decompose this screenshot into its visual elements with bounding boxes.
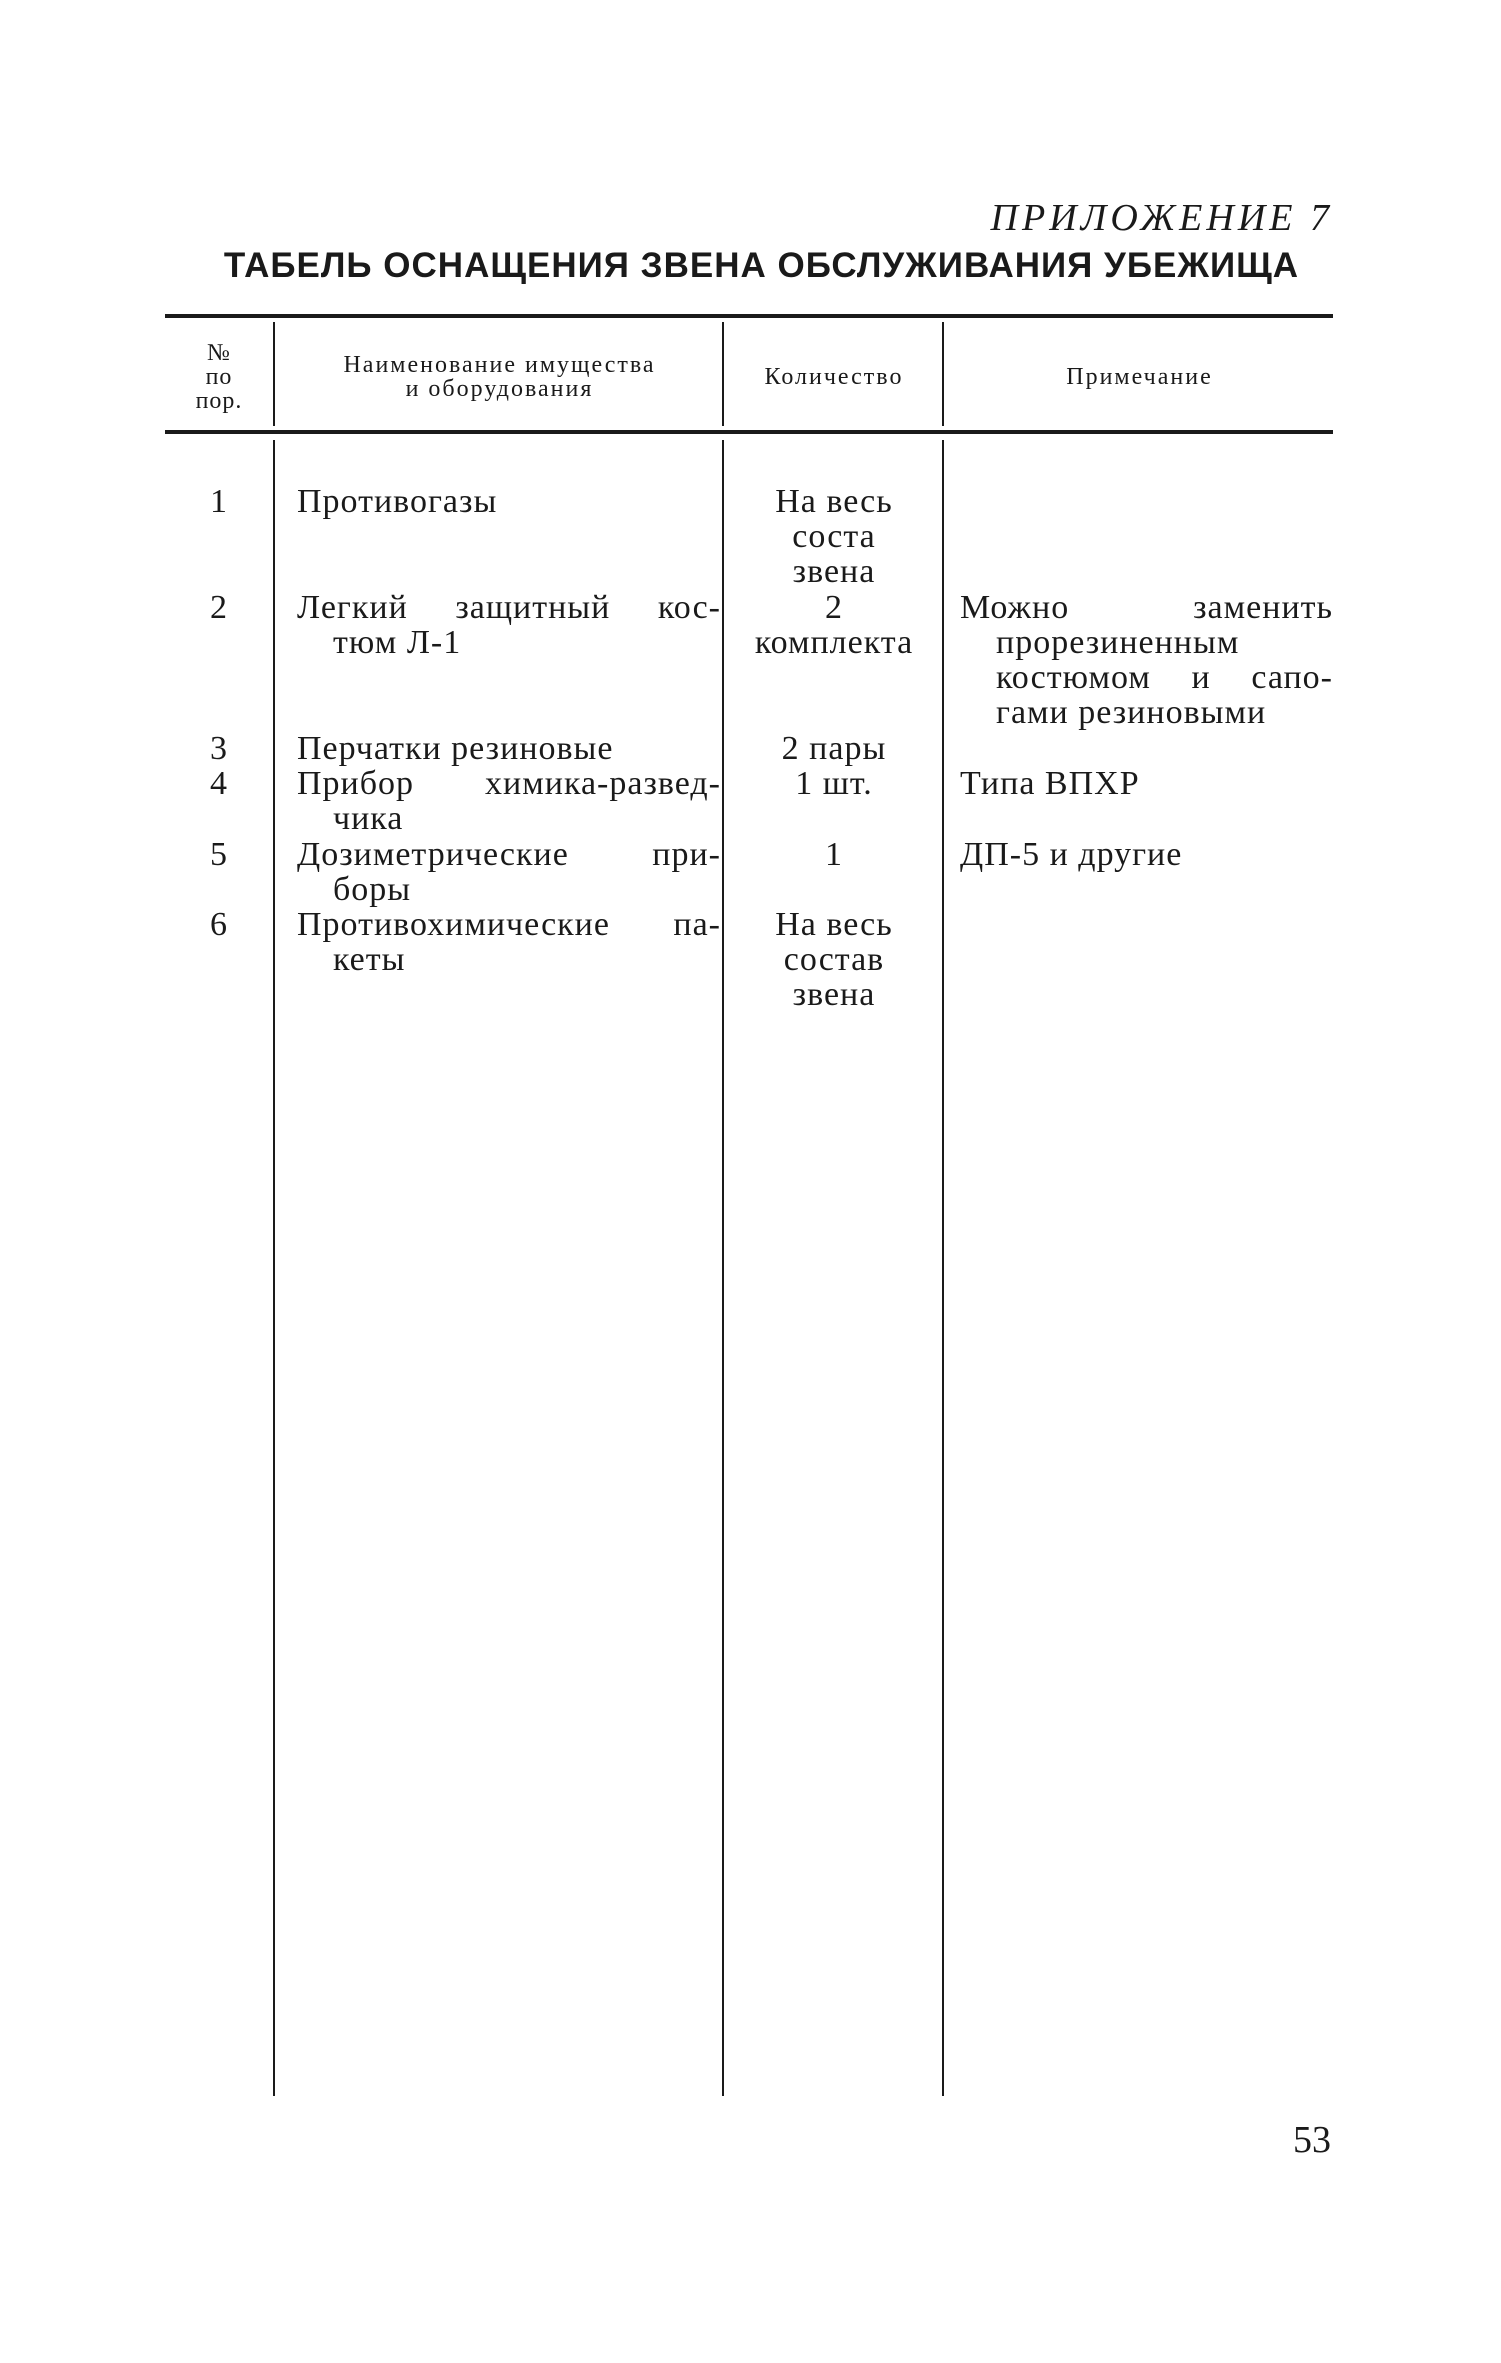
- row-quantity-line: звена: [792, 553, 876, 590]
- row-quantity: [726, 837, 942, 872]
- row-name-line: Прибор химика-развед-: [297, 765, 721, 802]
- row-quantity-line: звена: [792, 976, 876, 1013]
- row-note-line: ДП-5 и другие: [960, 836, 1183, 873]
- column-divider: [722, 440, 724, 2096]
- row-name-line: боры: [333, 871, 412, 908]
- row-number: 3: [210, 730, 228, 767]
- row-number: 4: [210, 765, 228, 802]
- row-name-line: Противохимические па-: [297, 906, 721, 943]
- row-name-line: Дозиметрические при-: [297, 836, 721, 873]
- header-quantity: [726, 322, 942, 432]
- appendix-label: ПРИЛОЖЕНИЕ 7: [990, 197, 1333, 239]
- row-quantity: [726, 907, 942, 1012]
- header-number-line: по: [205, 364, 233, 390]
- row-note-line: Можно заменить: [960, 589, 1333, 626]
- row-name-line: кеты: [333, 941, 406, 978]
- column-divider: [942, 440, 944, 2096]
- row-quantity-line: состав: [783, 941, 885, 978]
- row-quantity-line: 1: [825, 836, 843, 873]
- row-note: [960, 837, 1333, 872]
- header-note-label: Примечание: [1066, 364, 1213, 390]
- header-name-line: и оборудования: [405, 376, 594, 402]
- header-name: [277, 322, 722, 432]
- header-number: [165, 322, 273, 432]
- row-quantity-line: 2: [825, 589, 843, 626]
- row-quantity-line: комплекта: [754, 624, 914, 661]
- header-number-line: №: [207, 340, 231, 366]
- row-quantity-line: 1 шт.: [795, 765, 873, 802]
- column-divider: [273, 440, 275, 2096]
- document-title: ТАБЕЛЬ ОСНАЩЕНИЯ ЗВЕНА ОБСЛУЖИВАНИЯ УБЕЖИЩА: [223, 246, 1300, 285]
- row-name-line: тюм Л-1: [333, 624, 462, 661]
- row-name-line: чика: [333, 800, 404, 837]
- header-note: [946, 322, 1333, 432]
- row-note-line: Типа ВПХР: [960, 765, 1140, 802]
- row-note-line: костюмом и сапо-: [996, 659, 1333, 696]
- column-divider: [273, 322, 275, 426]
- row-number: 1: [210, 483, 228, 520]
- row-number: 6: [210, 906, 228, 943]
- row-number: 5: [210, 836, 228, 873]
- row-quantity-line: На весь: [775, 906, 893, 943]
- row-note: [960, 766, 1333, 801]
- row-name-line: Легкий защитный кос-: [297, 589, 721, 626]
- row-name-line: Противогазы: [297, 483, 498, 520]
- row-quantity: [726, 766, 942, 801]
- row-note-line: гами резиновыми: [996, 694, 1267, 731]
- row-note-line: прорезиненным: [996, 624, 1240, 661]
- row-quantity-line: 2 пары: [781, 730, 887, 767]
- header-number-line: пор.: [195, 388, 243, 414]
- row-quantity: [726, 731, 942, 766]
- row-number: 2: [210, 589, 228, 626]
- table-top-rule: [165, 314, 1333, 318]
- column-divider: [942, 322, 944, 426]
- row-quantity-line: На весь: [775, 483, 893, 520]
- page-number: 53: [1293, 2119, 1331, 2161]
- row-quantity: [726, 484, 942, 589]
- header-quantity-label: Количество: [764, 364, 904, 390]
- header-name-line: Наименование имущества: [343, 352, 656, 378]
- row-note: [960, 590, 1333, 730]
- row-quantity-line: соста: [792, 518, 876, 555]
- row-quantity: [726, 590, 942, 660]
- row-name-line: Перчатки резиновые: [297, 730, 614, 767]
- column-divider: [722, 322, 724, 426]
